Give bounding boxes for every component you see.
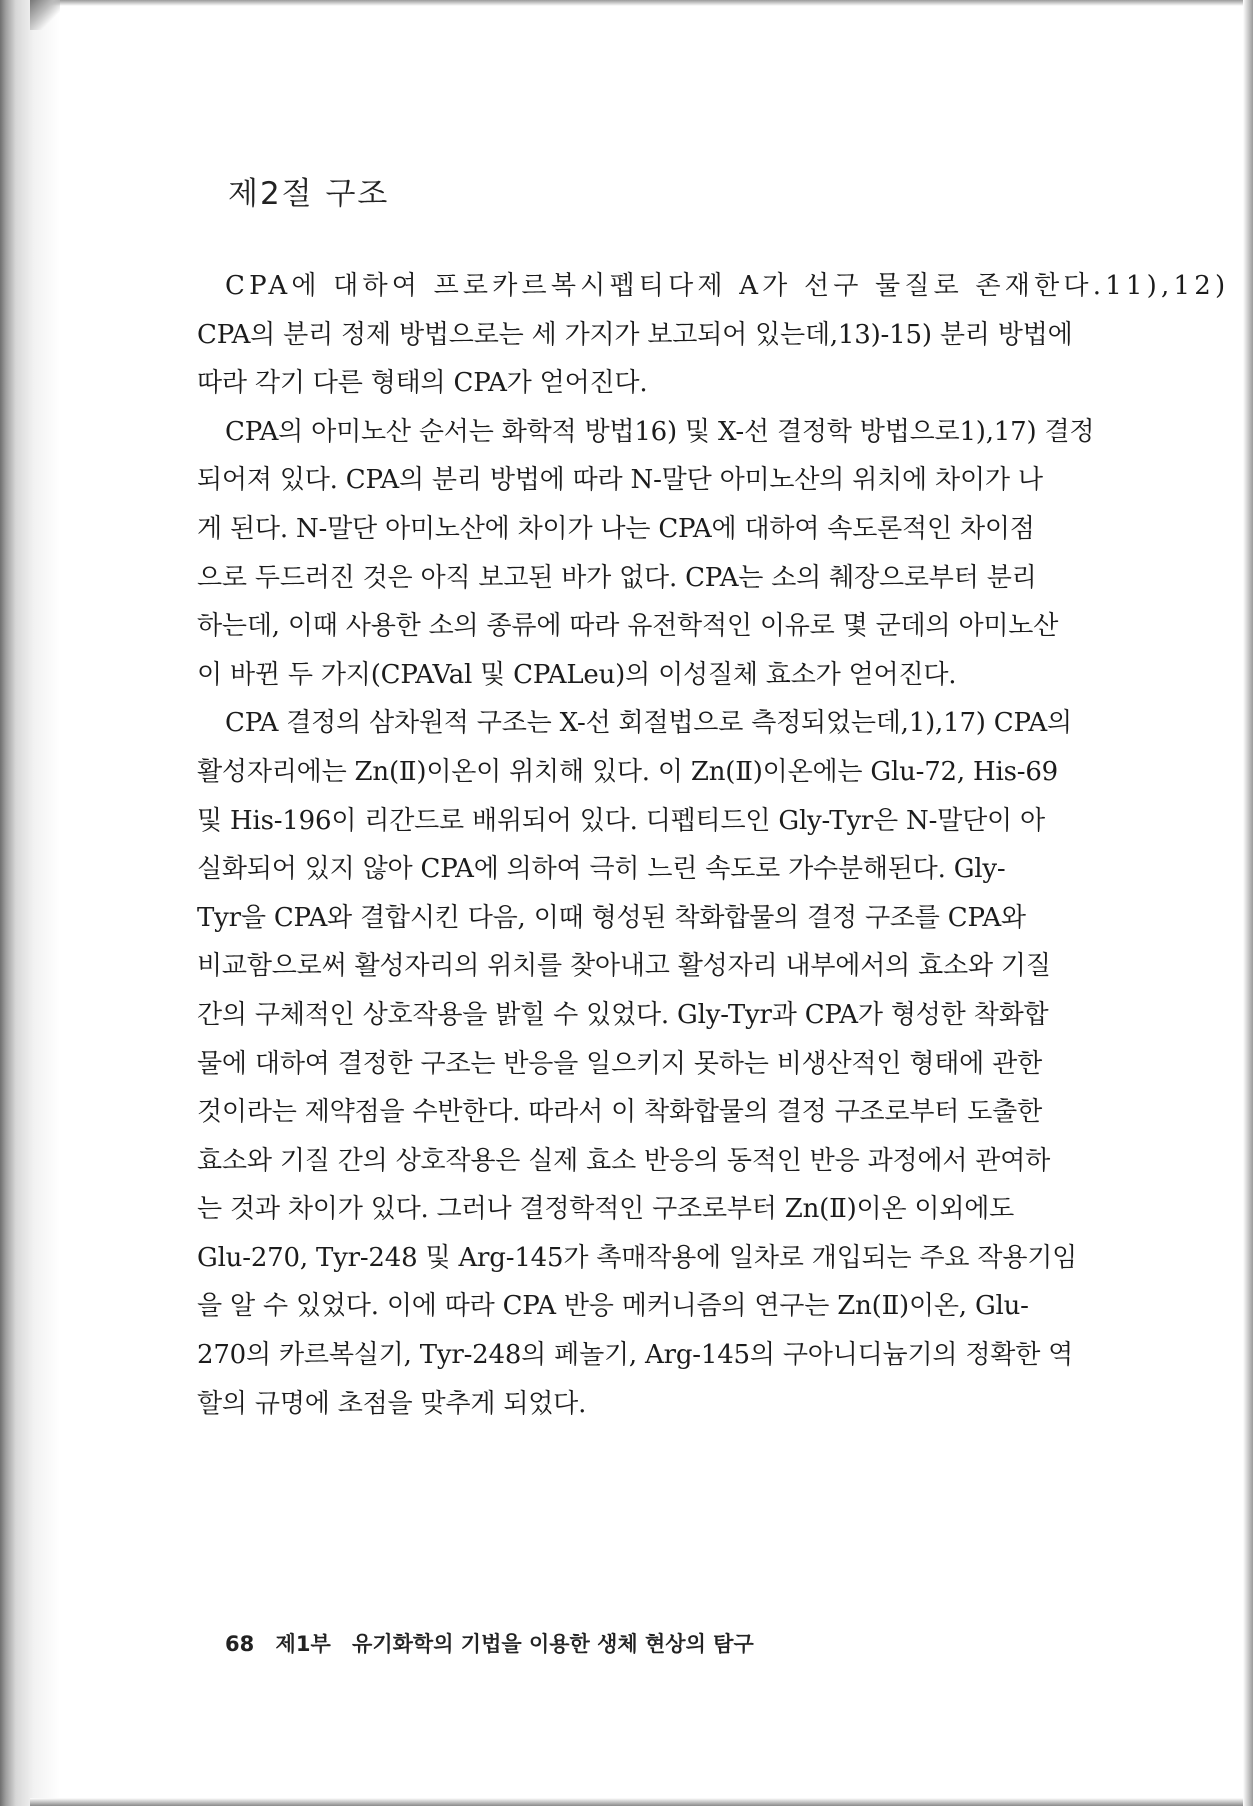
text-line: 을 알 수 있었다. 이에 따라 CPA 반응 메커니즘의 연구는 Zn(Ⅱ)이온, Glu- xyxy=(197,1291,1029,1322)
text-line: CPA 결정의 삼차원적 구조는 X-선 회절법으로 측정되었는데,1),17) CPA의 xyxy=(225,708,1072,739)
text-line: 물에 대하여 결정한 구조는 반응을 일으키지 못하는 비생산적인 형태에 관한 xyxy=(197,1048,1042,1079)
text-line: 실화되어 있지 않아 CPA에 의하여 극히 느린 속도로 가수분해된다. Gly- xyxy=(197,854,1006,885)
text-line: 할의 규명에 초점을 맞추게 되었다. xyxy=(197,1388,587,1419)
text-line: 활성자리에는 Zn(Ⅱ)이온이 위치해 있다. 이 Zn(Ⅱ)이온에는 Glu-72, His-69 xyxy=(197,756,1059,787)
text-line: Tyr을 CPA와 결합시킨 다음, 이때 형성된 착화합물의 결정 구조를 CPA와 xyxy=(197,902,1026,933)
text-line: 비교함으로써 활성자리의 위치를 찾아내고 활성자리 내부에서의 효소와 기질 xyxy=(197,951,1051,982)
text-line: CPA의 아미노산 순서는 화학적 방법16) 및 X-선 결정학 방법으로1),17) 결정 xyxy=(225,416,1095,447)
text-line: CPA의 분리 정제 방법으로는 세 가지가 보고되어 있는데,13)-15) 분리 방법에 xyxy=(197,319,1073,350)
page-bottom-edge xyxy=(30,1798,1253,1806)
page-corner-fold xyxy=(30,0,60,30)
spine-shadow xyxy=(0,0,60,1806)
text-line: 따라 각기 다른 형태의 CPA가 얻어진다. xyxy=(197,368,648,399)
text-line: 270의 카르복실기, Tyr-248의 페놀기, Arg-145의 구아니디늄기의 정확한 역 xyxy=(197,1340,1074,1371)
text-line: 하는데, 이때 사용한 소의 종류에 따라 유전학적인 이유로 몇 군데의 아미노산 xyxy=(197,611,1059,642)
text-line: 것이라는 제약점을 수반한다. 따라서 이 착화합물의 결정 구조로부터 도출한 xyxy=(197,1097,1042,1128)
text-line: 및 His-196이 리간드로 배위되어 있다. 디펩티드인 Gly-Tyr은 N-말단이 아 xyxy=(197,805,1045,836)
section-title: 제2절 구조 xyxy=(228,176,390,212)
text-line: 는 것과 차이가 있다. 그러나 결정학적인 구조로부터 Zn(Ⅱ)이온 이외에도 xyxy=(197,1194,1015,1225)
text-line: 효소와 기질 간의 상호작용은 실제 효소 반응의 동적인 반응 과정에서 관여하 xyxy=(197,1145,1051,1176)
text-line: 간의 구체적인 상호작용을 밝힐 수 있었다. Gly-Tyr과 CPA가 형성한 착화합 xyxy=(197,999,1049,1030)
text-line: 되어져 있다. CPA의 분리 방법에 따라 N-말단 아미노산의 위치에 차이가 나 xyxy=(197,465,1043,496)
body-text xyxy=(197,262,1230,1428)
footer-part: 제1부 xyxy=(275,1632,331,1656)
text-line: 이 바뀐 두 가지(CPAVal 및 CPALeu)의 이성질체 효소가 얻어진다. xyxy=(197,659,957,690)
footer-part-title: 유기화학의 기법을 이용한 생체 현상의 탐구 xyxy=(352,1632,754,1656)
page-right-edge xyxy=(1243,0,1253,1806)
text-line: 으로 두드러진 것은 아직 보고된 바가 없다. CPA는 소의 췌장으로부터 분리 xyxy=(197,562,1037,593)
text-line: 게 된다. N-말단 아미노산에 차이가 나는 CPA에 대하여 속도론적인 차이점 xyxy=(197,513,1035,544)
page-number: 68 xyxy=(225,1632,255,1656)
text-line: CPA에 대하여 프로카르복시펩티다제 A가 선구 물질로 존재한다.11),12) xyxy=(225,271,1230,301)
page-footer xyxy=(225,1628,768,1658)
page-top-edge xyxy=(30,0,1253,6)
text-line: Glu-270, Tyr-248 및 Arg-145가 촉매작용에 일차로 개입되는 주요 작용기임 xyxy=(197,1242,1078,1273)
